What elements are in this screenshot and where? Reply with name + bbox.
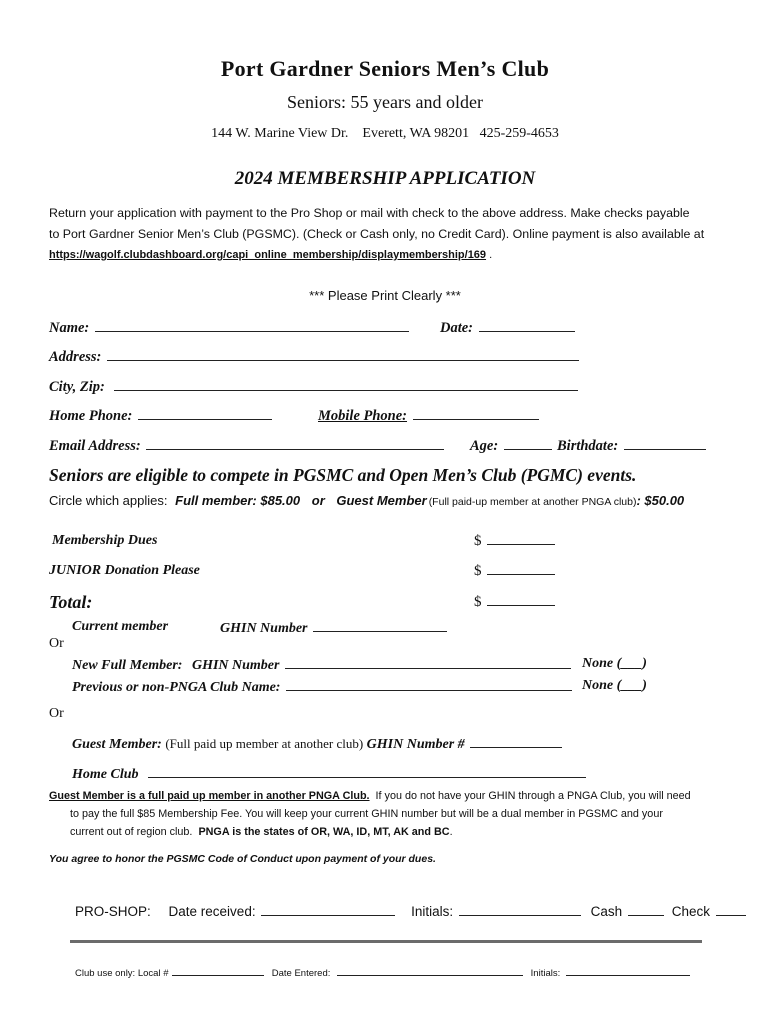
junior-donation-input-line[interactable] (487, 562, 555, 575)
cash-label: Cash (590, 904, 623, 919)
dollar-sign: $ (474, 533, 482, 549)
local-number-input-line[interactable] (172, 966, 264, 976)
current-ghin-field[interactable] (220, 619, 447, 637)
address-field[interactable] (49, 348, 579, 366)
junior-donation-label: JUNIOR Donation Please (49, 563, 200, 578)
date-received-label: Date received: (168, 904, 256, 919)
guest-member-price: : $50.00 (636, 493, 685, 508)
date-label: Date: (440, 320, 474, 336)
mobile-phone-field[interactable] (318, 407, 539, 425)
guest-member-option[interactable]: Guest Member (336, 493, 427, 508)
guest-note-rest: If you do not have your GHIN through a PNGA Club, you will need (369, 790, 691, 802)
address-input-line[interactable] (107, 348, 579, 361)
intro-line-2: to Port Gardner Senior Men’s Club (PGSMC). (Check or Cash only, no Credit Card). Online payment is also available at (49, 227, 705, 241)
ghin-number-label: GHIN Number (220, 621, 308, 636)
email-label: Email Address: (49, 438, 141, 454)
club-use-initials-label: Initials: (530, 968, 561, 979)
code-of-conduct: You agree to honor the PGSMC Code of Conduct upon payment of your dues. (49, 853, 436, 865)
home-club-field[interactable] (72, 765, 586, 783)
email-field[interactable] (49, 437, 444, 455)
mobile-phone-label: Mobile Phone: (318, 408, 408, 424)
membership-dues-label: Membership Dues (52, 533, 158, 548)
link-suffix: . (486, 249, 493, 261)
guest-member-paren-note: (Full paid up member at another club) (165, 736, 364, 751)
guest-ghin-input-line[interactable] (470, 735, 562, 748)
dollar-sign: $ (474, 594, 482, 610)
divider (70, 940, 702, 943)
email-input-line[interactable] (146, 437, 444, 450)
junior-donation-amount[interactable] (474, 562, 555, 580)
pro-shop-label: PRO-SHOP: (75, 904, 151, 919)
guest-note-line-3-end: . (449, 826, 453, 838)
membership-dues-input-line[interactable] (487, 532, 555, 545)
home-club-input-line[interactable] (148, 765, 586, 778)
guest-note-line-3 (70, 823, 453, 841)
age-input-line[interactable] (504, 437, 552, 450)
guest-ghin-field[interactable] (72, 735, 562, 753)
club-use-initials-input-line[interactable] (566, 966, 690, 976)
full-member-option[interactable]: Full member: $85.00 (175, 493, 301, 508)
name-field[interactable] (49, 319, 409, 337)
total-input-line[interactable] (487, 593, 555, 606)
or-text: or (311, 493, 325, 508)
check-input-line[interactable] (716, 903, 746, 916)
check-label: Check (671, 904, 710, 919)
home-phone-label: Home Phone: (49, 408, 133, 424)
date-input-line[interactable] (479, 319, 575, 332)
date-entered-input-line[interactable] (337, 966, 523, 976)
club-subtitle: Seniors: 55 years and older (287, 92, 483, 112)
birthdate-label: Birthdate: (557, 438, 619, 454)
guest-note-bold: Guest Member is a full paid up member in another PNGA Club. (49, 790, 370, 802)
current-member-label: Current member (72, 619, 169, 634)
guest-member-label: Guest Member: (72, 737, 162, 752)
cash-input-line[interactable] (628, 903, 664, 916)
name-input-line[interactable] (95, 319, 409, 332)
circle-label: Circle which applies: (49, 493, 168, 508)
guest-note-line-2: to pay the full $85 Membership Fee. You will keep your current GHIN number but will be a dual member in PGSMC and your (70, 808, 663, 820)
birthdate-field[interactable] (557, 437, 706, 455)
home-phone-field[interactable] (49, 407, 272, 425)
total-label: Total: (49, 592, 93, 612)
or-separator-2: Or (49, 706, 64, 721)
new-ghin-number-label: GHIN Number (191, 658, 280, 673)
date-entered-label: Date Entered: (271, 968, 331, 979)
print-clearly-note: *** Please Print Clearly *** (309, 288, 461, 303)
city-zip-field[interactable] (49, 378, 578, 396)
guest-member-note: (Full paid-up member at another PNGA club) (428, 496, 637, 508)
total-amount[interactable] (474, 593, 555, 611)
guest-note-line-3-start: current out of region club. (70, 826, 199, 838)
new-ghin-input-line[interactable] (285, 656, 571, 669)
intro-line-3 (49, 246, 492, 264)
new-ghin-none-option[interactable]: None (___) (582, 656, 647, 671)
name-label: Name: (49, 320, 90, 336)
age-field[interactable] (470, 437, 552, 455)
home-club-label: Home Club (72, 767, 139, 782)
dollar-sign: $ (474, 563, 482, 579)
birthdate-input-line[interactable] (624, 437, 706, 450)
pro-shop-initials-input-line[interactable] (459, 903, 581, 916)
intro-line-1: Return your application with payment to the Pro Shop or mail with check to the above address. Make checks payable (49, 206, 690, 220)
ghin-number-hash-label: GHIN Number # (366, 737, 465, 752)
form-title: 2024 MEMBERSHIP APPLICATION (234, 168, 536, 189)
guest-note-line-1 (49, 787, 691, 805)
previous-club-label: Previous or non-PNGA Club Name: (72, 680, 281, 695)
online-payment-link[interactable]: https://wagolf.clubdashboard.org/capi_online_membership/displaymembership/169 (49, 249, 487, 261)
club-use-local-label: Club use only: Local # (75, 968, 169, 979)
pro-shop-row (75, 903, 746, 919)
new-full-member-label: New Full Member: (72, 658, 183, 673)
club-address: 144 W. Marine View Dr. Everett, WA 98201 425-259-4653 (211, 126, 559, 141)
club-name: Port Gardner Seniors Men’s Club (220, 56, 550, 81)
pro-shop-initials-label: Initials: (411, 904, 454, 919)
previous-club-none-option[interactable]: None (___) (582, 678, 647, 693)
previous-club-field[interactable] (72, 678, 572, 696)
date-received-input-line[interactable] (261, 903, 395, 916)
new-full-member-field[interactable] (72, 656, 571, 674)
date-field[interactable] (440, 319, 575, 337)
membership-dues-amount[interactable] (474, 532, 555, 550)
age-label: Age: (470, 438, 499, 454)
club-use-row (75, 966, 690, 979)
or-separator-1: Or (49, 636, 64, 651)
membership-type-selection (49, 493, 684, 508)
current-ghin-input-line[interactable] (313, 619, 447, 632)
city-zip-label: City, Zip: (49, 379, 105, 395)
address-label: Address: (49, 349, 102, 365)
eligibility-heading: Seniors are eligible to compete in PGSMC and Open Men’s Club (PGMC) events. (49, 465, 637, 485)
previous-club-input-line[interactable] (286, 678, 572, 691)
city-zip-input-line[interactable] (114, 378, 578, 391)
mobile-phone-input-line[interactable] (413, 407, 539, 420)
home-phone-input-line[interactable] (138, 407, 272, 420)
pnga-states: PNGA is the states of OR, WA, ID, MT, AK and BC (198, 826, 450, 838)
